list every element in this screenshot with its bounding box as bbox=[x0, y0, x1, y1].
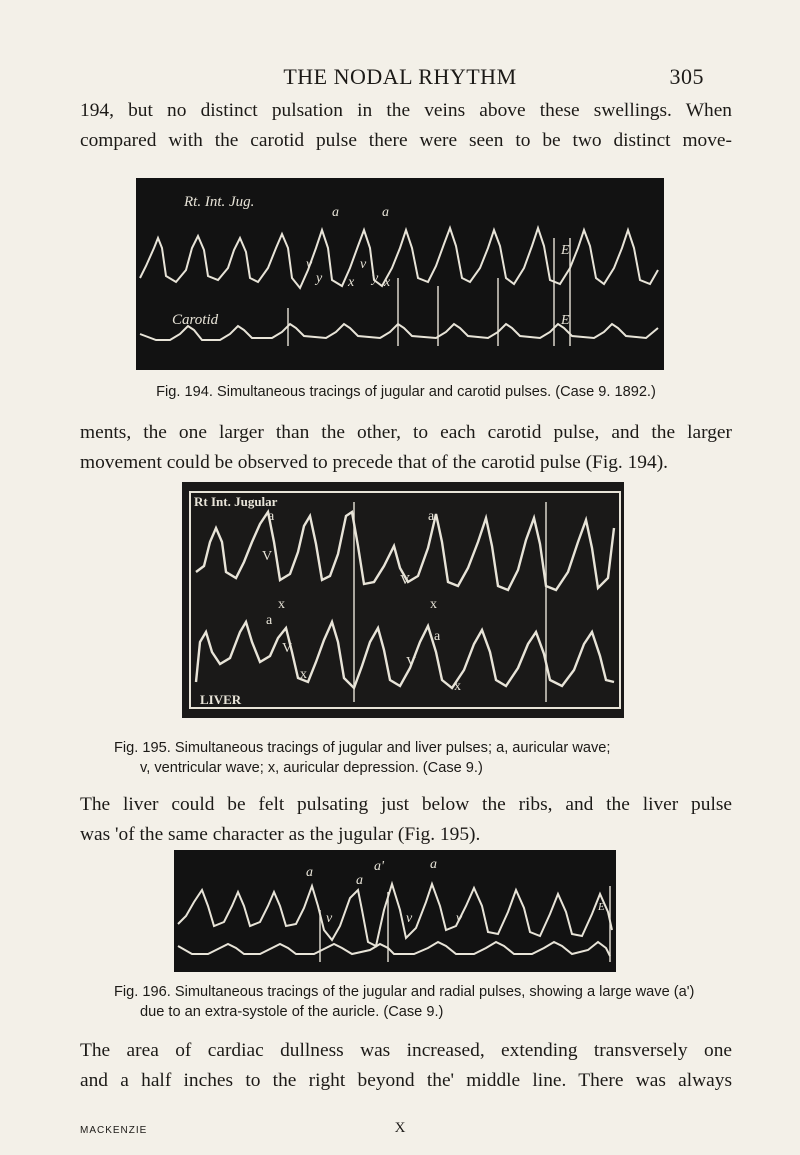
fig195-letter-v: V bbox=[262, 549, 273, 564]
fig194-letter-x: x bbox=[384, 275, 391, 290]
running-title: THE NODAL RHYTHM bbox=[283, 64, 517, 89]
fig194-letter-e: E bbox=[561, 313, 570, 328]
fig195-liver-trace bbox=[196, 622, 614, 688]
fig195-letter-x: x bbox=[430, 597, 437, 612]
fig194-letter-e: E bbox=[561, 243, 570, 258]
fig196-letter-a: a bbox=[430, 857, 437, 872]
figure-194-svg bbox=[136, 178, 664, 370]
figure-195-svg bbox=[182, 482, 624, 718]
text-line: ments, the one larger than the other, to each carotid pulse, and the larger bbox=[80, 422, 732, 443]
sheet-mark: X bbox=[394, 1120, 406, 1136]
text-line: The area of cardiac dullness was increased, extending transversely one bbox=[80, 1040, 732, 1061]
figure-194-tracing bbox=[136, 178, 664, 370]
figure-196-tracing bbox=[174, 850, 616, 972]
fig195-letter-a: a bbox=[434, 629, 441, 644]
fig196-letter-e: E bbox=[598, 901, 605, 913]
fig194-jugular-trace bbox=[140, 228, 658, 288]
printer-signature: MACKENZIE bbox=[80, 1125, 148, 1136]
fig195-letter-v: V bbox=[282, 641, 293, 656]
figure-194-caption: Fig. 194. Simultaneous tracings of jugular and carotid pulses. (Case 9. 1892.) bbox=[156, 384, 656, 400]
fig196-letter-v: v bbox=[406, 911, 413, 926]
fig196-letter-v: v bbox=[456, 911, 463, 926]
fig194-label-jugular: Rt. Int. Jug. bbox=[184, 194, 255, 210]
fig196-jugular-trace bbox=[178, 884, 612, 946]
fig195-letter-v: V bbox=[406, 655, 417, 670]
text-line: and a half inches to the right beyond the' middle line. There was always bbox=[80, 1070, 732, 1091]
fig195-label-liver: LIVER bbox=[200, 692, 242, 707]
fig196-letter-a-prime: a' bbox=[374, 859, 384, 874]
figure-196-caption: due to an extra-systole of the auricle. (Case 9.) bbox=[140, 1004, 444, 1020]
fig195-label-jugular: Rt Int. Jugular bbox=[194, 494, 278, 509]
fig194-letter-x: x bbox=[348, 275, 355, 290]
fig194-letter-v: v bbox=[306, 257, 313, 272]
fig194-letter-v: v bbox=[360, 257, 367, 272]
figure-195-tracing bbox=[182, 482, 624, 718]
fig194-letter-y: y bbox=[316, 271, 323, 286]
fig194-letter-a: a bbox=[382, 205, 389, 220]
figure-195-caption: v, ventricular wave; x, auricular depression. (Case 9.) bbox=[140, 760, 483, 776]
fig194-letter-a: a bbox=[332, 205, 339, 220]
fig196-radial-trace bbox=[178, 942, 610, 956]
fig194-letter-y: y bbox=[372, 271, 379, 286]
text-line: The liver could be felt pulsating just below the ribs, and the liver pulse bbox=[80, 794, 732, 815]
fig195-letter-a: a bbox=[266, 613, 273, 628]
page-number: 305 bbox=[669, 64, 704, 89]
figure-196-caption: Fig. 196. Simultaneous tracings of the jugular and radial pulses, showing a large wave (a') bbox=[114, 984, 695, 1000]
text-line: compared with the carotid pulse there were seen to be two distinct move- bbox=[80, 130, 732, 151]
fig195-letter-v: V bbox=[400, 573, 411, 588]
fig195-letter-x: x bbox=[300, 667, 307, 682]
text-line: movement could be observed to precede that of the carotid pulse (Fig. 194). bbox=[80, 452, 669, 473]
text-line: 194, but no distinct pulsation in the veins above these swellings. When bbox=[80, 100, 732, 121]
fig195-letter-x: x bbox=[454, 679, 461, 694]
fig194-label-carotid: Carotid bbox=[172, 312, 219, 328]
fig195-letter-a: a bbox=[268, 509, 275, 524]
fig196-letter-a: a bbox=[356, 873, 363, 888]
fig195-letter-a: a bbox=[428, 509, 435, 524]
fig196-letter-a: a bbox=[306, 865, 313, 880]
figure-195-caption: Fig. 195. Simultaneous tracings of jugular and liver pulses; a, auricular wave; bbox=[114, 740, 611, 756]
text-line: was 'of the same character as the jugular (Fig. 195). bbox=[80, 824, 481, 845]
fig195-letter-x: x bbox=[278, 597, 285, 612]
fig196-letter-v: v bbox=[326, 911, 333, 926]
figure-196-svg bbox=[174, 850, 616, 972]
fig195-jugular-trace bbox=[196, 512, 614, 590]
